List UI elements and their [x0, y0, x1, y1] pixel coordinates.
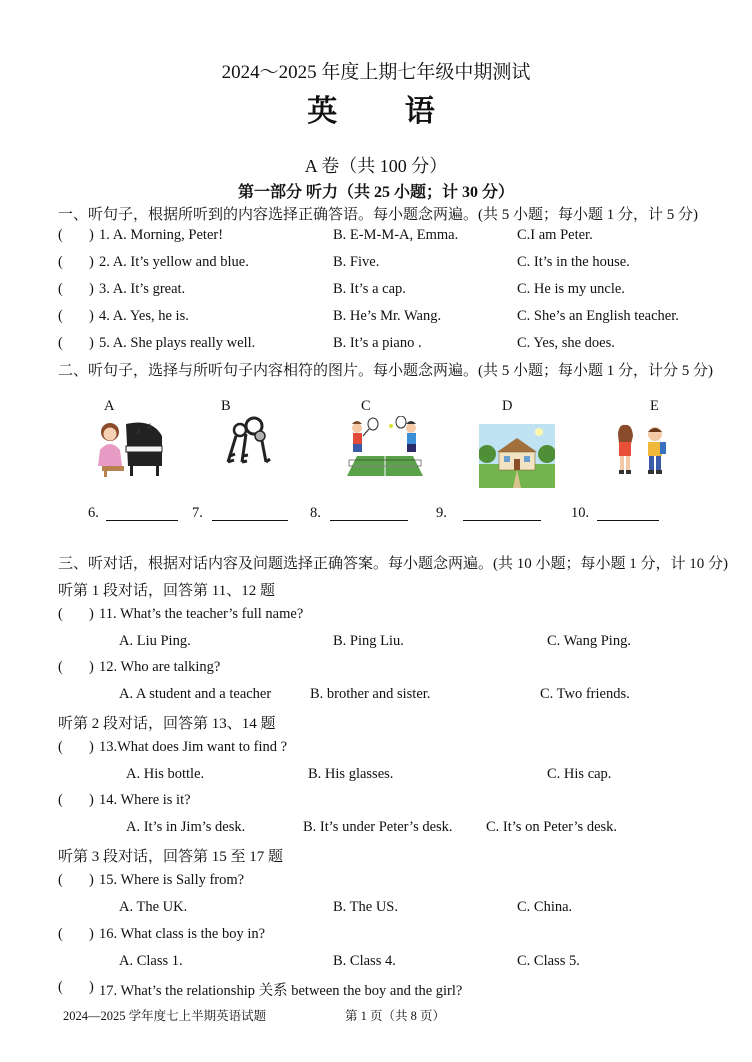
answer-paren-open: (	[58, 227, 63, 243]
picture-letter-b: B	[221, 398, 231, 414]
question-13-option-b: B. His glasses.	[308, 766, 394, 782]
section1-heading: 一、听句子，根据所听到的内容选择正确答语。每小题念两遍。(共 5 小题；每小题 1 分，计 5 分)	[58, 207, 698, 223]
answer-paren-close[interactable]: )	[89, 227, 94, 243]
question-11-stem: 11. What’s the teacher’s full name?	[99, 606, 304, 622]
question-15-option-c: C. China.	[517, 899, 573, 915]
question-stem: 3. A. It’s great.	[99, 281, 186, 297]
answer-paren-close[interactable]: )	[89, 308, 94, 324]
question-15-option-b: B. The US.	[333, 899, 398, 915]
option-c: C.I am Peter.	[517, 227, 593, 243]
blank-label-9: 9.	[436, 505, 447, 521]
question-15-stem: 15. Where is Sally from?	[99, 872, 245, 888]
option-b: B. He’s Mr. Wang.	[333, 308, 442, 324]
section3-heading: 三、听对话，根据对话内容及问题选择正确答案。每小题念两遍。(共 10 小题；每小题 1 分，计 10 分)	[58, 556, 728, 572]
option-c: C. It’s in the house.	[517, 254, 630, 270]
house-landscape-icon	[479, 424, 555, 488]
question-stem: 5. A. She plays really well.	[99, 335, 256, 351]
option-c: C. He is my uncle.	[517, 281, 625, 297]
dialogue-group-1: 听第 1 段对话，回答第 11、12 题	[58, 583, 275, 599]
question-16-stem: 16. What class is the boy in?	[99, 926, 266, 942]
option-c: C. Yes, she does.	[517, 335, 615, 351]
blank-label-6: 6.	[88, 505, 99, 521]
answer-paren-open: (	[58, 281, 63, 297]
question-13-option-c: C. His cap.	[547, 766, 612, 782]
answer-paren-open: (	[58, 659, 63, 675]
option-b: B. It’s a piano .	[333, 335, 422, 351]
question-stem: 1. A. Morning, Peter!	[99, 227, 224, 243]
blank-label-7: 7.	[192, 505, 203, 521]
picture-letter-d: D	[502, 398, 513, 414]
question-14-option-b: B. It’s under Peter’s desk.	[303, 819, 453, 835]
answer-paren-open: (	[58, 308, 63, 324]
answer-paren-close[interactable]: )	[89, 979, 94, 995]
answer-paren-close[interactable]: )	[89, 659, 94, 675]
question-11-option-c: C. Wang Ping.	[547, 633, 631, 649]
answer-blank-6[interactable]	[106, 506, 178, 521]
question-14-option-c: C. It’s on Peter’s desk.	[486, 819, 618, 835]
footer-title: 2024—2025 学年度七上半期英语试题	[63, 1009, 267, 1023]
exam-title: 2024～2025 年度上期七年级中期测试	[221, 62, 531, 83]
question-17-stem: 17. What’s the relationship 关系 between the boy and the girl?	[99, 983, 463, 999]
question-16-option-c: C. Class 5.	[517, 953, 580, 969]
keys-icon	[224, 414, 274, 466]
blank-label-10: 10.	[571, 505, 590, 521]
question-14-stem: 14. Where is it?	[99, 792, 191, 808]
question-13-stem: 13.What does Jim want to find ?	[99, 739, 288, 755]
volume-title: A 卷（共 100 分）	[304, 156, 448, 176]
question-16-option-b: B. Class 4.	[333, 953, 396, 969]
question-15-option-a: A. The UK.	[119, 899, 188, 915]
answer-paren-open: (	[58, 979, 63, 995]
answer-paren-open: (	[58, 606, 63, 622]
question-12-option-a: A. A student and a teacher	[119, 686, 272, 702]
picture-letter-a: A	[104, 398, 115, 414]
svg-text:♪: ♪	[136, 426, 141, 436]
question-14-option-a: A. It’s in Jim’s desk.	[126, 819, 246, 835]
part-title: 第一部分 听力（共 25 小题；计 30 分）	[237, 184, 514, 201]
subject-title: 英 语	[307, 95, 465, 128]
answer-blank-10[interactable]	[597, 506, 659, 521]
answer-paren-open: (	[58, 792, 63, 808]
answer-blank-7[interactable]	[212, 506, 288, 521]
question-16-option-a: A. Class 1.	[119, 953, 183, 969]
question-13-option-a: A. His bottle.	[126, 766, 205, 782]
tennis-players-icon	[343, 416, 427, 478]
answer-blank-8[interactable]	[330, 506, 408, 521]
question-12-stem: 12. Who are talking?	[99, 659, 221, 675]
question-11-option-a: A. Liu Ping.	[119, 633, 191, 649]
answer-paren-open: (	[58, 872, 63, 888]
question-stem: 4. A. Yes, he is.	[99, 308, 189, 324]
answer-paren-close[interactable]: )	[89, 254, 94, 270]
answer-paren-close[interactable]: )	[89, 872, 94, 888]
question-11-option-b: B. Ping Liu.	[333, 633, 404, 649]
answer-paren-close[interactable]: )	[89, 792, 94, 808]
page-number: 第 1 页（共 8 页）	[345, 1009, 446, 1023]
question-12-option-c: C. Two friends.	[540, 686, 630, 702]
girl-playing-piano-icon	[92, 416, 166, 478]
question-stem: 2. A. It’s yellow and blue.	[99, 254, 249, 270]
option-b: B. It’s a cap.	[333, 281, 406, 297]
answer-paren-close[interactable]: )	[89, 606, 94, 622]
option-c: C. She’s an English teacher.	[517, 308, 679, 324]
answer-paren-open: (	[58, 739, 63, 755]
picture-letter-c: C	[361, 398, 371, 414]
answer-paren-close[interactable]: )	[89, 335, 94, 351]
option-b: B. E-M-M-A, Emma.	[333, 227, 459, 243]
dialogue-group-2: 听第 2 段对话，回答第 13、14 题	[58, 716, 276, 732]
answer-paren-open: (	[58, 254, 63, 270]
svg-text:♫: ♫	[146, 421, 152, 430]
answer-paren-open: (	[58, 335, 63, 351]
answer-paren-close[interactable]: )	[89, 281, 94, 297]
dialogue-group-3: 听第 3 段对话，回答第 15 至 17 题	[58, 849, 284, 865]
answer-blank-9[interactable]	[463, 506, 541, 521]
answer-paren-close[interactable]: )	[89, 926, 94, 942]
section2-heading: 二、听句子，选择与所听句子内容相符的图片。每小题念两遍。(共 5 小题；每小题 1 分，计分 5 分)	[58, 363, 713, 379]
answer-paren-close[interactable]: )	[89, 739, 94, 755]
two-children-icon	[611, 424, 671, 482]
answer-paren-open: (	[58, 926, 63, 942]
option-b: B. Five.	[333, 254, 380, 270]
blank-label-8: 8.	[310, 505, 321, 521]
question-12-option-b: B. brother and sister.	[310, 686, 431, 702]
picture-letter-e: E	[650, 398, 659, 414]
